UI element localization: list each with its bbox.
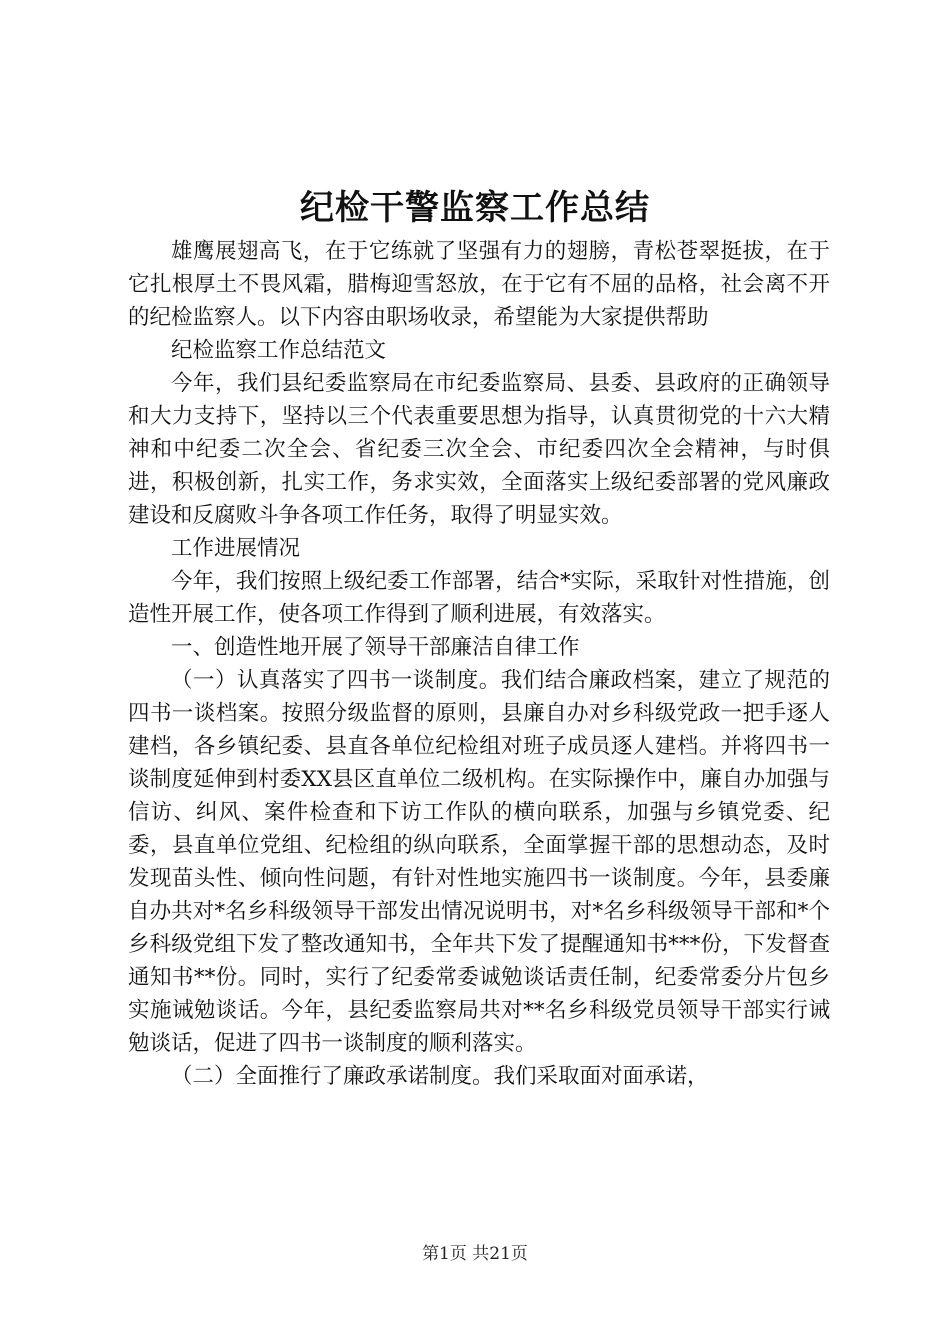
intro-paragraph: 雄鹰展翅高飞，在于它练就了坚强有力的翅膀，青松苍翠挺拔，在于它扎根厚土不畏风霜，腊梅迎雪怒放，在于它有不屈的品格，社会离不开的纪检监察人。以下内容由职场收录，希望能为大家提供帮助 (128, 239, 830, 330)
document-title: 纪检干警监察工作总结 (300, 188, 650, 228)
section-heading: 一、创造性地开展了领导干部廉洁自律工作 (171, 635, 580, 660)
body-paragraph: （二）全面推行了廉政承诺制度。我们采取面对面承诺， (171, 1064, 709, 1089)
body-paragraph: 今年，我们县纪委监察局在市纪委监察局、县委、县政府的正确领导和大力支持下，坚持以三个代表重要思想为指导，认真贯彻党的十六大精神和中纪委二次全会、省纪委三次全会、市纪委四次全会精神，与时俱进，积极创新，扎实工作，务求实效，全面落实上级纪委部署的党风廉政建设和反腐败斗争各项工作任务，取得了明显实效。 (128, 371, 830, 528)
body-paragraph: 今年，我们按照上级纪委工作部署，结合*实际，采取针对性措施，创造性开展工作，使各项工作得到了顺利进展，有效落实。 (128, 569, 830, 627)
body-paragraph: （一）认真落实了四书一谈制度。我们结合廉政档案，建立了规范的四书一谈档案。按照分级监督的原则，县廉自办对乡科级党政一把手逐人建档，各乡镇纪委、县直各单位纪检组对班子成员逐人建档。并将四书一谈制度延伸到村委XX县区直单位二级机构。在实际操作中，廉自办加强与信访、纠风、案件检查和下访工作队的横向联系，加强与乡镇党委、纪委，县直单位党组、纪检组的纵向联系，全面掌握干部的思想动态，及时发现苗头性、倾向性问题，有针对性地实施四书一谈制度。今年，县委廉自办共对*名乡科级领导干部发出情况说明书，对*名乡科级领导干部和*个乡科级党组下发了整改通知书，全年共下发了提醒通知书***份，下发督查通知书**份。同时，实行了纪委常委诚勉谈话责任制，纪委常委分片包乡实施诫勉谈话。今年，县纪委监察局共对**名乡科级党员领导干部实行诫勉谈话，促进了四书一谈制度的顺利落实。 (128, 668, 830, 1056)
page-number-footer: 第1页 共21页 (422, 1244, 528, 1264)
document-body (128, 235, 830, 1093)
section-heading: 工作进展情况 (171, 536, 301, 561)
section-subtitle: 纪检监察工作总结范文 (171, 338, 387, 363)
